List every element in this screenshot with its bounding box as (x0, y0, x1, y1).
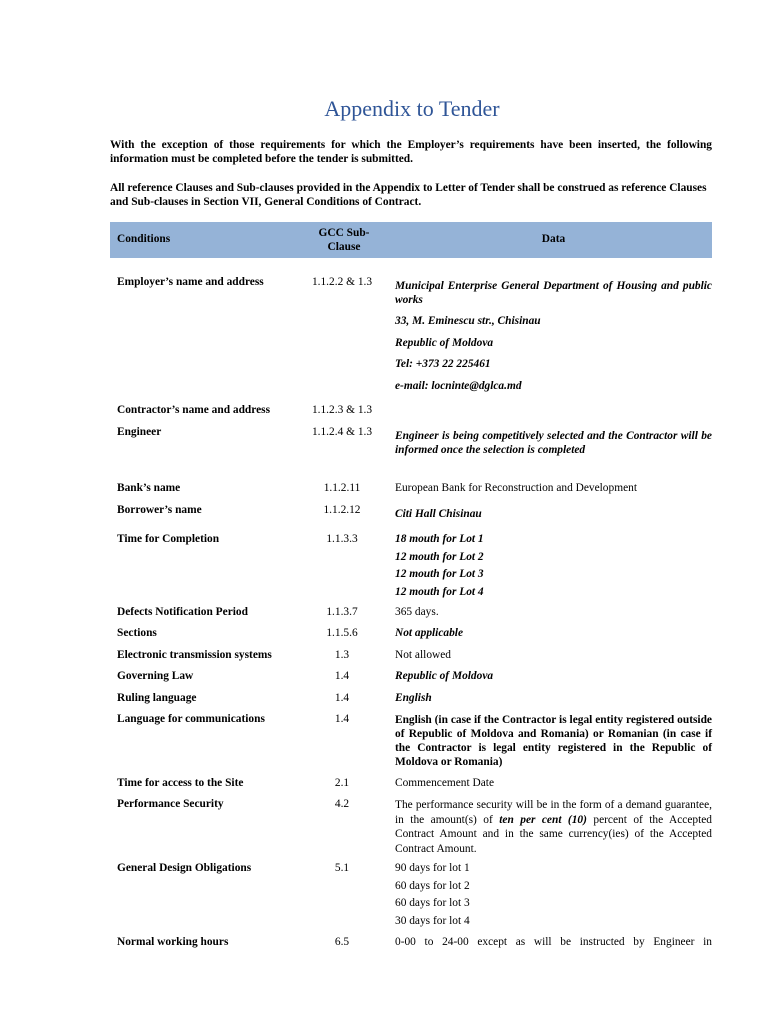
column-header-gcc-sub-clause (311, 226, 377, 254)
condition-label: Language for communications (117, 713, 265, 725)
data-cell (395, 798, 712, 856)
condition-label: Governing Law (117, 670, 194, 682)
data-cell: Republic of Moldova (395, 670, 494, 682)
data-cell: English (395, 692, 432, 704)
gcc-clause: 1.1.3.7 (326, 606, 358, 618)
gcc-clause: 1.4 (334, 670, 350, 682)
column-header-data: Data (541, 233, 566, 245)
data-cell (395, 533, 712, 599)
gcc-clause: 1.4 (334, 713, 350, 725)
gcc-clause: 1.4 (334, 692, 350, 704)
condition-label: Engineer (117, 426, 162, 438)
gcc-clause: 1.1.2.2 & 1.3 (311, 276, 373, 288)
condition-label: Performance Security (117, 798, 224, 810)
condition-label: General Design Obligations (117, 862, 252, 874)
employer-phone: Tel: +373 22 225461 (395, 358, 491, 370)
condition-label: Time for access to the Site (117, 777, 244, 789)
gcc-clause: 1.1.2.12 (323, 504, 361, 516)
data-cell: Citi Hall Chisinau (395, 508, 482, 520)
gcc-clause: 1.1.2.4 & 1.3 (311, 426, 373, 438)
condition-label: Electronic transmission systems (117, 649, 272, 661)
condition-label: Defects Notification Period (117, 606, 248, 618)
completion-lot-2: 12 mouth for Lot 2 (395, 550, 484, 563)
condition-label: Borrower’s name (117, 504, 202, 516)
completion-lot-1: 18 mouth for Lot 1 (395, 533, 484, 545)
column-header-conditions: Conditions (117, 233, 171, 245)
gcc-clause: 1.1.2.3 & 1.3 (311, 404, 373, 416)
completion-lot-3: 12 mouth for Lot 3 (395, 568, 484, 580)
data-cell: Not allowed (395, 649, 451, 661)
intro-paragraph-2: All reference Clauses and Sub-clauses provided in the Appendix to Letter of Tender shall be construed as reference Clauses and Sub-clauses in Section VII, General Conditions of Contract. (110, 182, 707, 208)
condition-label: Bank’s name (117, 482, 181, 494)
table-header (110, 222, 712, 258)
data-cell: European Bank for Reconstruction and Development (395, 482, 637, 494)
completion-lot-4: 12 mouth for Lot 4 (395, 585, 484, 598)
performance-security-text-2: percent of the Accepted Contract Amount and in the same currency(ies) of the Accepted Contract Amount. (395, 813, 713, 855)
gcc-clause: 1.1.5.6 (326, 627, 358, 639)
gcc-clause: 1.1.2.11 (323, 482, 361, 494)
intro-paragraph-1: With the exception of those requirements for which the Employer’s requirements have been inserted, the following information must be completed before the tender is submitted. (110, 139, 712, 165)
gcc-clause: 1.3 (334, 649, 350, 661)
design-lot-3: 60 days for lot 3 (395, 897, 470, 909)
gcc-clause: 4.2 (334, 798, 350, 810)
data-cell: English (in case if the Contractor is legal entity registered outside of Republic of Moldova and Romania) or Romanian (in case if the Contractor is legal entity registered in the Republic of Moldova or Romania) (395, 714, 712, 768)
design-lot-1: 90 days for lot 1 (395, 862, 470, 874)
design-lot-4: 30 days for lot 4 (395, 914, 470, 927)
employer-country: Republic of Moldova (395, 336, 494, 349)
gcc-clause: 2.1 (334, 777, 350, 789)
condition-label: Employer’s name and address (117, 276, 264, 288)
condition-label: Time for Completion (117, 533, 220, 545)
gcc-clause: 5.1 (334, 862, 350, 874)
design-lot-2: 60 days for lot 2 (395, 879, 470, 892)
column-header-gcc-line-2: Clause (327, 241, 361, 253)
data-cell: Engineer is being competitively selected and the Contractor will be informed once the selection is completed (395, 430, 712, 456)
data-cell (395, 276, 712, 393)
condition-label: Sections (117, 627, 157, 639)
data-cell (395, 862, 712, 928)
employer-name: Municipal Enterprise General Department of Housing and public works (395, 280, 712, 306)
performance-security-text-1: The performance security will be in the form of a demand guarantee, in the amount(s) of (395, 799, 712, 826)
condition-label: Normal working hours (117, 936, 229, 948)
condition-label: Ruling language (117, 692, 197, 704)
data-cell: Commencement Date (395, 777, 495, 789)
data-cell: 365 days. (395, 606, 439, 618)
column-header-gcc-line-1: GCC Sub- (318, 227, 370, 239)
performance-security-amount: ten per cent (10) (499, 813, 587, 826)
employer-email: e-mail: locninte@dglca.md (395, 379, 522, 392)
gcc-clause: 1.1.3.3 (326, 533, 358, 545)
data-cell: 0-00 to 24-00 except as will be instructed by Engineer in (395, 936, 712, 948)
document-title: Appendix to Tender (324, 96, 500, 121)
condition-label: Contractor’s name and address (117, 404, 271, 416)
data-cell: Not applicable (395, 627, 464, 639)
employer-address: 33, M. Eminescu str., Chisinau (395, 315, 541, 327)
gcc-clause: 6.5 (334, 936, 350, 948)
